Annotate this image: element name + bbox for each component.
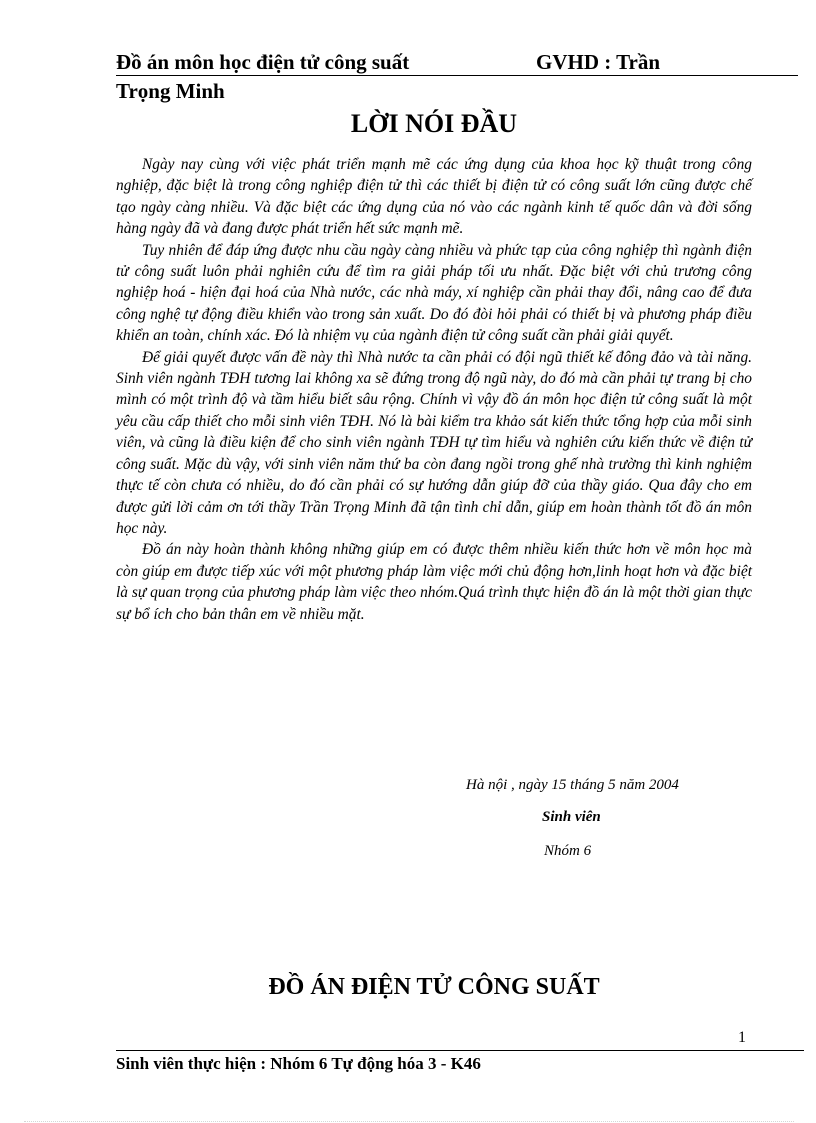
footer-text: Sinh viên thực hiện : Nhóm 6 Tự động hóa 3 - K46 [116, 1054, 481, 1073]
preface-body [116, 154, 752, 625]
header-course-title [116, 49, 806, 75]
supervisor-name: Trọng Minh [116, 79, 225, 103]
page-bottom-border [24, 1121, 794, 1122]
supervisor-label: GVHD : Trần [536, 50, 661, 74]
page-number: 1 [738, 1029, 746, 1046]
paragraph-4: Đồ án này hoàn thành không những giúp em có được thêm nhiều kiến thức hơn về môn học mà còn giúp em được tiếp xúc với một phương pháp làm việc mới chủ động hơn,linh hoạt hơn và đặc biệt là sự quan trọng của phương pháp làm việc theo nhóm.Quá trình thực hiện đồ án là một thời gian thực sự bổ ích cho bản thân em về nhiều mặt. [116, 541, 752, 623]
footer-rule [116, 1050, 804, 1051]
paragraph-1: Ngày nay cùng với việc phát triển mạnh mẽ các ứng dụng của khoa học kỹ thuật trong công nghiệp, đặc biệt là trong công nghiệp điện tử thì các thiết bị điện tử có công suất lớn cũng được chế tạo ngày càng nhiều. Và đặc biệt các ứng dụng của nó vào các ngành kinh tế quốc dân và đời sống hàng ngày đã và đang được phát triển hết sức mạnh mẽ. [116, 156, 752, 238]
signature-date: Hà nội , ngày 15 tháng 5 năm 2004 [466, 777, 679, 793]
signature-role: Sinh viên [542, 809, 601, 825]
header-rule [116, 75, 798, 76]
paragraph-3: Để giải quyết được vấn đề này thì Nhà nước ta cần phải có đội ngũ thiết kế đông đảo và tài năng. Sinh viên ngành TĐH tương lai không xa sẽ đứng trong độ ngũ này, do đó mà cần phải tự trang bị cho mình có một trình độ và tầm hiểu biết sâu rộng. Chính vì vậy đồ án môn học điện tử công suất là một yêu cầu cấp thiết cho mỗi sinh viên TĐH. Nó là bài kiểm tra khảo sát kiến thức tổng hợp của mỗi sinh viên, và cũng là điều kiện để cho sinh viên ngành TĐH tự tìm hiểu và nghiên cứu kiến thức về điện tử công suất. Mặc dù vậy, với sinh viên năm thứ ba còn đang ngồi trong ghế nhà trường thì kinh nghiệm thực tế còn chưa có nhiều, do đó cần phải có sự hướng dẫn giúp đỡ của thầy giáo. Qua đây cho em được gửi lời cảm ơn tới thầy Trần Trọng Minh đã tận tình chỉ dẫn, giúp em hoàn thành tốt đồ án môn học này. [116, 348, 752, 537]
course-title: Đồ án môn học điện tử công suất [116, 50, 410, 74]
project-title: ĐỒ ÁN ĐIỆN TỬ CÔNG SUẤT [268, 974, 600, 1000]
page-title: LỜI NÓI ĐẦU [350, 109, 518, 138]
paragraph-2: Tuy nhiên để đáp ứng được nhu cầu ngày càng nhiều và phức tạp của công nghiệp thì ngành điện tử công suất luôn phải nghiên cứu để tìm ra giải pháp tối ưu nhất. Đặc biệt với chủ trương công nghiệp hoá - hiện đại hoá của Nhà nước, các nhà máy, xí nghiệp cần phải thay đổi, nâng cao để đưa công nghệ tự động điều khiển vào trong sản xuất. Do đó đòi hỏi phải có thiết bị và phương pháp điều khiển an toàn, chính xác. Đó là nhiệm vụ của ngành điện tử công suất cần phải giải quyết. [116, 241, 752, 345]
signature-name: Nhóm 6 [544, 843, 592, 859]
